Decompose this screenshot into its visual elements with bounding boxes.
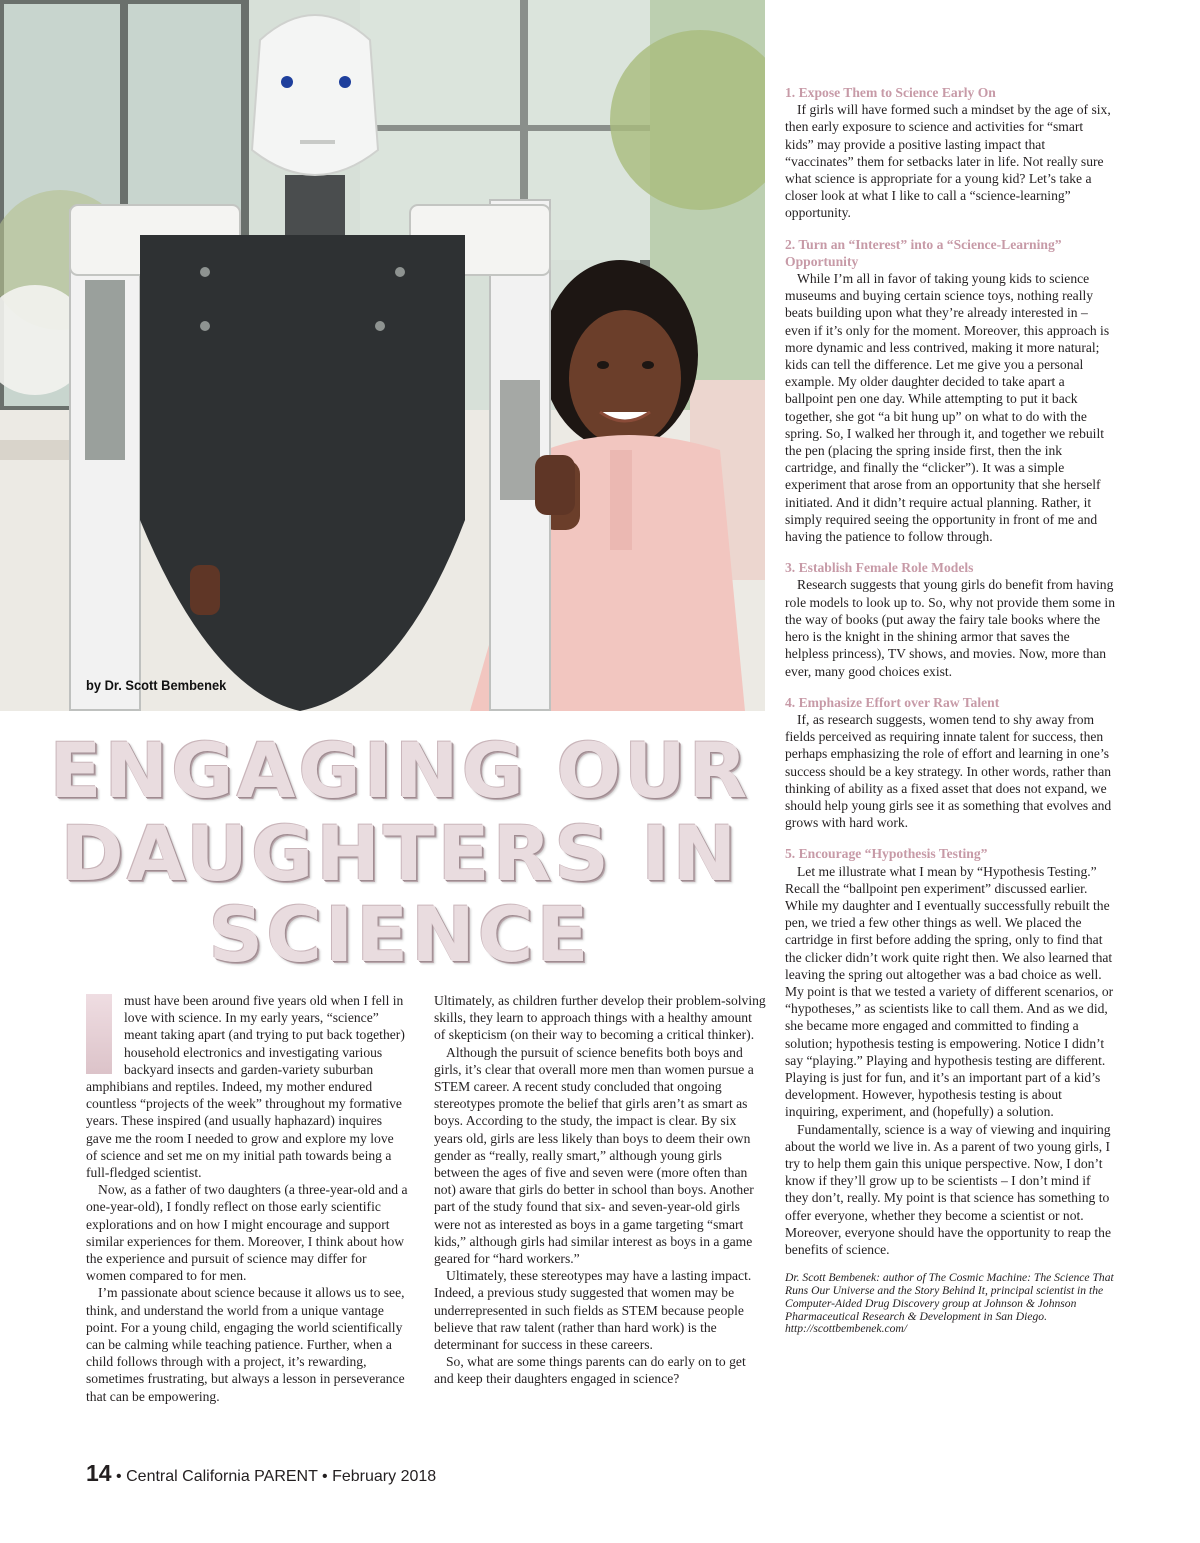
tip-heading-2: 2. Turn an “Interest” into a “Science-Learning” Opportunity (785, 236, 1062, 269)
tip-body-2: While I’m all in favor of taking young kids to science museums and buying certain science toys, nothing really beats building upon what they’re already interested in – even if it’s only for the moment. Moreover, this approach is more dynamic and less contrived, making it more natural; kids can tell the difference. Let me give you a personal example. My older daughter decided to take apart a ballpoint pen one day. While attempting to put it back together, she got “a bit hung up” on what to do with the spring. So, I walked her through it, and together we rebuilt the pen (placing the spring inside first, then the ink cartridge, and finally the “clicker”). It was a simple experiment that arose from an opportunity that she herself initiated. And it didn’t require actual planning. Rather, it simply required seeing the opportunity in front of me and having the patience to follow through. (785, 271, 1110, 545)
paragraph: Now, as a father of two daughters (a three-year-old and a one-year-old), I fondly reflect on those early scientific explorations and on how I might encourage and support similar experiences for them. Moreover, I think about how the experience and pursuit of science may differ for women compared to for men. (86, 1182, 408, 1284)
tip-heading-1: 1. Expose Them to Science Early On (785, 85, 996, 100)
issue-date: February 2018 (332, 1468, 437, 1485)
drop-cap-i (86, 994, 112, 1074)
article-column-3 (785, 84, 1115, 1336)
paragraph: I’m passionate about science because it allows us to see, think, and understand the world from a unique vantage point. For a young child, engaging the world scientifically can be calming while teaching patience. Further, when a child follows through with a project, it’s rewarding, sometimes frustrating, but always a lesson in perseverance that can be empowering. (86, 1285, 405, 1404)
robot-and-girl-illustration (0, 0, 765, 711)
tip-heading-5: 5. Encourage “Hypothesis Testing” (785, 846, 988, 862)
tip-heading-4: 4. Emphasize Effort over Raw Talent (785, 694, 1000, 710)
hero-photo (0, 0, 765, 711)
author-bio (785, 1272, 1115, 1336)
closing-paragraph: Fundamentally, science is a way of viewing and inquiring about the world we live in. As a parent of two young girls, I try to help them gain this unique perspective. Now, I don’t know if they’ll grow up to be scientists – I don’t mind if they don’t, really. My point is that science has something to offer everyone, whether they become a scientist or not. Moreover, everyone should have the opportunity to reap the benefits of science. (785, 1121, 1111, 1257)
headline-line-1: ENGAGING OUR (49, 726, 751, 815)
tip-body-5: Let me illustrate what I mean by “Hypothesis Testing.” Recall the “ballpoint pen experiment” discussed earlier. While my daughter and I eventually successfully rebuilt the pen, we tried a few other things as well. We placed the cartridge in first before adding the spring, only to find that the clicker didn’t work quite right then. We also learned that leaving the spring out altogether was a bad choice as well. My point is that we tested a variety of different scenarios, or “hypotheses,” as scientists like to call them. And as we did, she became more engaged and committed to finding a solution; hypothesis testing is empowering. Notice I didn’t say “playing.” Playing and hypothesis testing are different. Playing is just for fun, and it’s an important part of a kid’s development. However, hypothesis testing is about inquiring, experiment, and (hopefully) a solution. (785, 863, 1114, 1120)
tip-body-1: If girls will have formed such a mindset by the age of six, then early exposure to science and activities for “smart kids” may provide a positive lasting impact that “vaccinates” them for setbacks later in life. Not really sure what science is appropriate for a young kid? Let’s take a closer look at what I like to call a “science-learning” opportunity. (785, 102, 1111, 221)
article-column-1 (86, 992, 408, 1405)
author-bio-text: Dr. Scott Bembenek: author of The Cosmic Machine: The Science That Runs Our Universe and the Story Behind It, principal scientist in the Computer-Aided Drug Discovery group at Johnson & Johnson Pharmaceutical Research & Development in San Diego. (785, 1271, 1114, 1323)
footer-separator: • (116, 1468, 122, 1485)
article-column-2 (434, 992, 766, 1388)
paragraph: Ultimately, as children further develop their problem-solving skills, they learn to approach things with a healthy amount of skepticism (on their way to becoming a critical thinker). (434, 993, 766, 1043)
tip-body-4: If, as research suggests, women tend to shy away from fields perceived as requiring innate talent for success, then perhaps emphasizing the role of effort and learning in one’s success should be a key strategy. In other words, rather than thinking of ability as a fixed asset that does not expand, we should help young girls see it as something that evolves and grows with hard work. (785, 711, 1112, 831)
author-website-link[interactable]: http://scottbembenek.com/ (785, 1322, 908, 1336)
byline: by Dr. Scott Bembenek (86, 677, 227, 693)
paragraph: must have been around five years old when I fell in love with science. In my early years, “science” meant taking apart (and trying to put back together) household electronics and investigating various backyard insects and garden-variety suburban amphibians and reptiles. Indeed, my mother endured countless “projects of the week” throughout my formative years. These inspired (and usually haphazard) inquires gave me the room I needed to grow and explore my love of science and set me on my initial path towards being a full-fledged scientist. (86, 993, 405, 1181)
page-number: 14 (86, 1460, 112, 1486)
publication-name: Central California PARENT (126, 1468, 318, 1485)
tip-body-3: Research suggests that young girls do benefit from having role models to look up to. So, why not provide them some in the way of books (put away the fairy tale books where the hero is the knight in the shining armor that saves the helpless princess), TV shows, and movies. Now, more than ever, many good choices exist. (785, 577, 1116, 679)
tip-heading-3: 3. Establish Female Role Models (785, 560, 974, 576)
headline-line-3: SCIENCE (208, 890, 592, 979)
paragraph: Ultimately, these stereotypes may have a lasting impact. Indeed, a previous study suggested that women may be underrepresented in such fields as STEM because people believe that raw talent (rather than hard work) is the determinant for success in these careers. (434, 1268, 752, 1353)
page-footer (86, 1460, 436, 1487)
headline-line-2: DAUGHTERS IN (60, 809, 740, 898)
paragraph: So, what are some things parents can do early on to get and keep their daughters engaged in science? (434, 1354, 746, 1387)
footer-separator: • (322, 1468, 328, 1485)
paragraph: Although the pursuit of science benefits both boys and girls, it’s clear that overall more men than women pursue a STEM career. A recent study concluded that ongoing stereotypes promote the belief that girls aren’t as smart as boys. According to the study, the impact is clear. By six years old, girls are less likely than boys to deem their own gender as “really, really smart,” although young girls between the ages of five and seven were (more often than not) aware that girls do better in school than boys. Another part of the study found that six- and seven-year-old girls were not as interested as boys in a game targeting “smart kids,” although girls had similar interest as boys in a game geared for “hard workers.” (434, 1044, 754, 1267)
